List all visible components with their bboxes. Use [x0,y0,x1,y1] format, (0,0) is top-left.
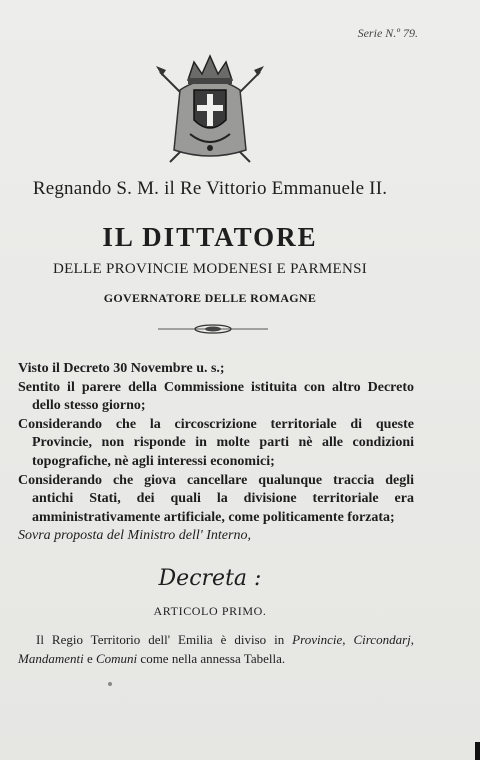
page-edge-mark [475,742,480,760]
dittatore-title: IL DITTATORE [102,222,318,252]
preamble-sovra: Sovra proposta del Ministro dell' Interno, [18,528,251,544]
article-mandamenti: Mandamenti [18,651,84,666]
article-sep2: , [410,632,414,647]
article-text-part2: come nella annessa Tabella. [137,651,286,666]
article-one-text [18,630,414,668]
savoy-coat-of-arms-icon [150,50,270,170]
preamble-visto: Visto il Decreto 30 Novembre u. s.; [18,361,225,376]
preamble-considerando-1: Considerando che la circoscrizione territoriale di queste Provincie, non risponde in molte parti nè alle condizioni topografiche, nè agli interessi economici; [18,416,414,469]
preamble-sentito: Sentito il parere della Commissione istituita con altro Decreto dello stesso giorno; [18,379,414,414]
article-sep3: e [83,651,96,666]
reign-line: Regnando S. M. il Re Vittorio Emmanuele II. [32,178,388,199]
article-text-part1: Il Regio Territorio dell' Emilia è diviso in [36,632,293,647]
article-comuni: Comuni [96,651,138,666]
series-number: Serie N.º 79. [357,26,418,40]
provinces-line: DELLE PROVINCIE MODENESI E PARMENSI [52,261,368,277]
paper-fleck [108,682,112,686]
article-provincie: Provincie [292,632,343,647]
governor-line: GOVERNATORE DELLE ROMAGNE [103,291,317,305]
preamble [18,360,414,546]
article-circondarj: Circondarj [353,632,411,647]
article-sep1: , [342,632,354,647]
decreta-heading: Decreta : [158,566,262,591]
article-heading: ARTICOLO PRIMO. [153,604,267,618]
preamble-considerando-2: Considerando che giova cancellare qualunque traccia degli antichi Stati, dei quali la divisione territoriale era amministrativamente artificiale, come politicamente forzata; [18,472,414,525]
ornament-divider-icon [158,322,268,336]
